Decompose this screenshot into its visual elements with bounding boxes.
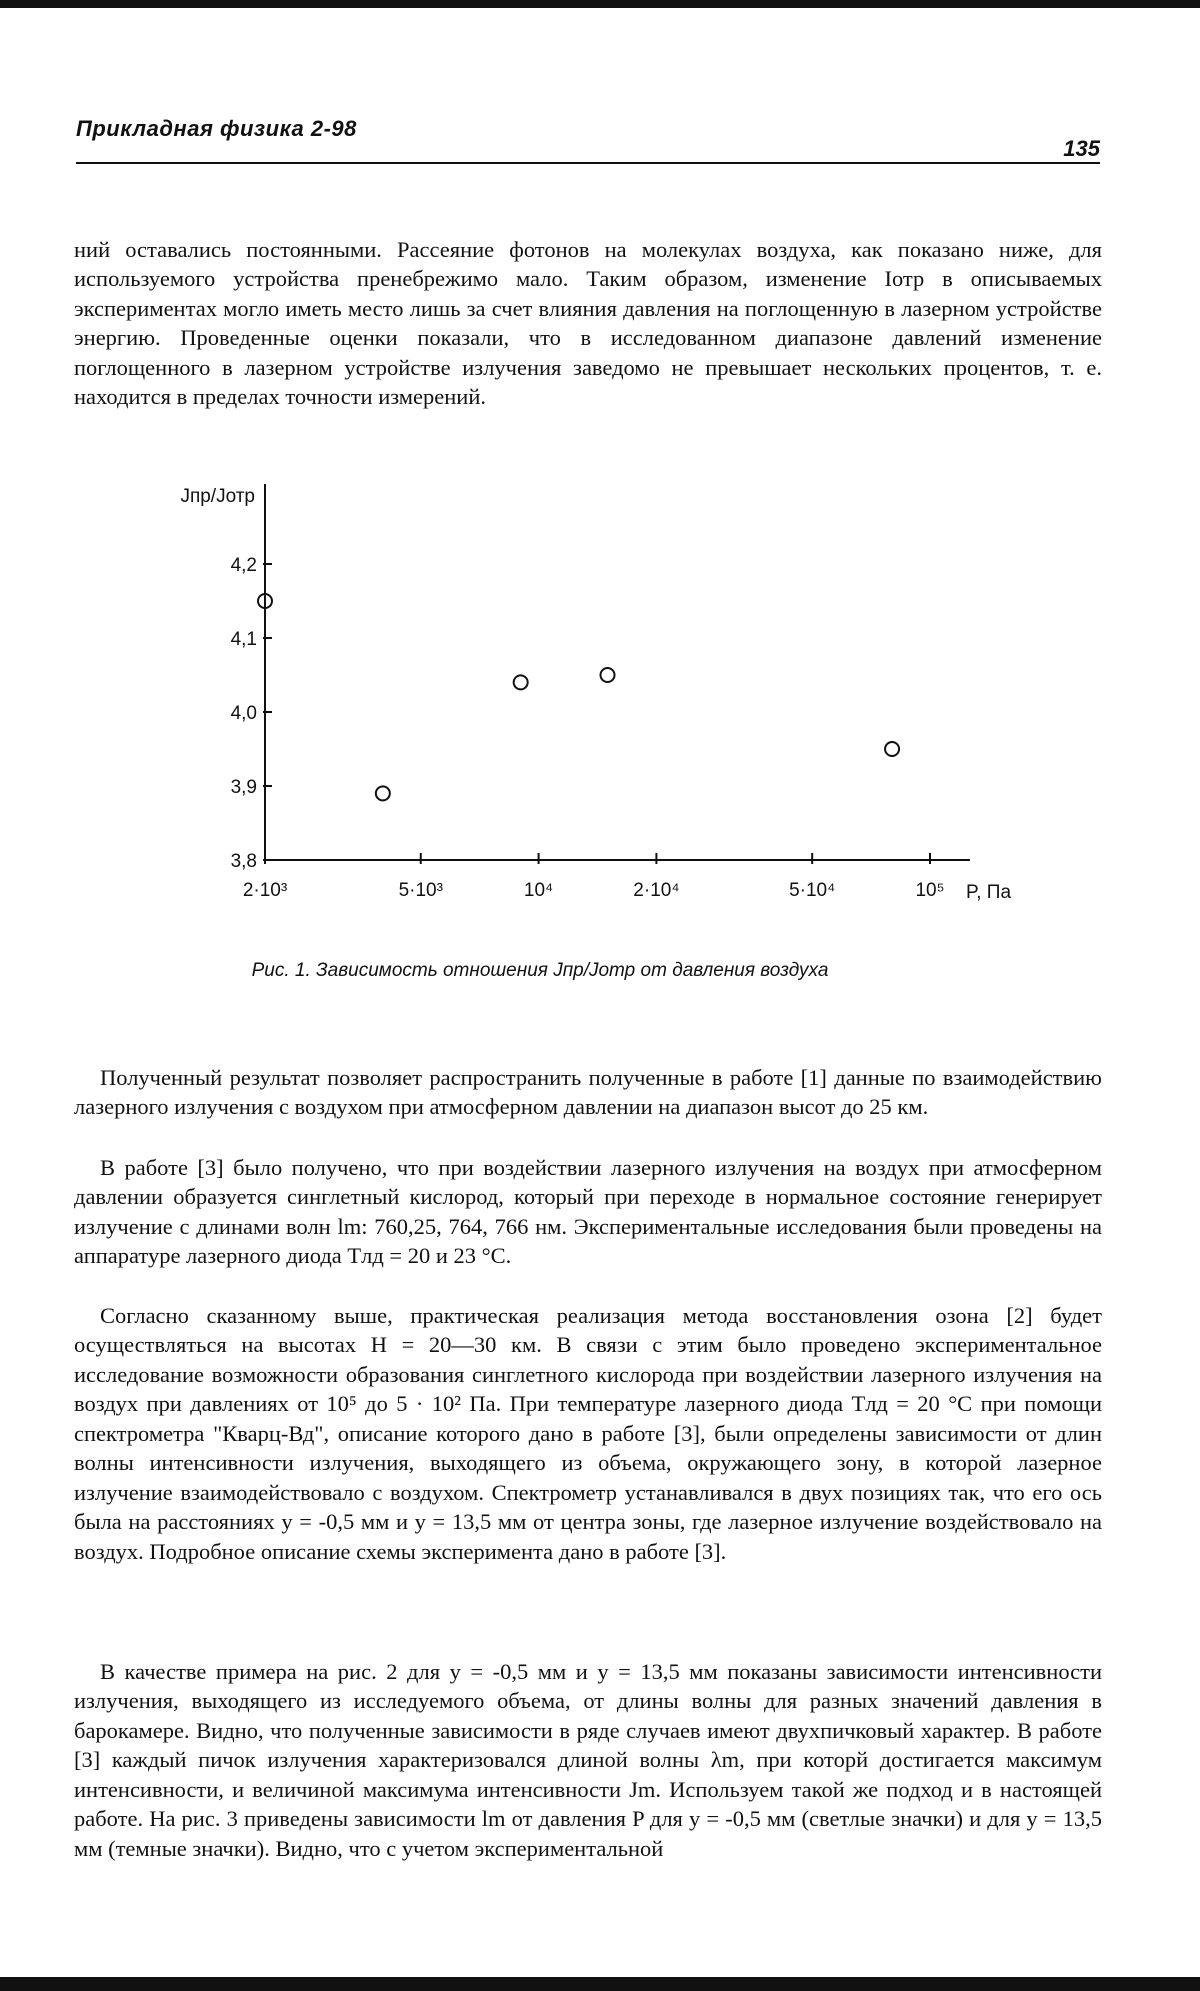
y-tick-label: 3,8 (230, 851, 257, 872)
paragraph: ний оставались постоянными. Рассеяние фотонов на молекулах воздуха, как показано ниже, для используемого устройства пренебрежимо мало. Таким образом, изменение Iотр в описываемых экспериментах могло иметь место лишь за счет влияния давления на поглощенную в лазерном устройстве энергию. Проведенные оценки показали, что в исследованном диапазоне давлений изменение поглощенного в лазерном устройстве излучения заведомо не превышает нескольких процентов, т. е. находится в пределах точности измерений. (74, 236, 1102, 409)
x-tick-label: 10⁴ (523, 880, 554, 901)
y-tick-label: 4,0 (230, 703, 257, 724)
paragraph: Полученный результат позволяет распространить полученные в работе [1] данные по взаимодействию лазерного излучения с воздухом при атмосферном давлении на диапазон высот до 25 км. (74, 1064, 1102, 1119)
x-tick-label: 5·10³ (398, 880, 443, 901)
x-tick-label: 2·10³ (242, 880, 288, 901)
pressure-ratio-chart (150, 470, 1050, 920)
data-point (376, 786, 390, 800)
journal-title: Прикладная физика 2-98 (76, 116, 357, 141)
x-axis-label: P, Па (966, 882, 1012, 903)
x-tick-label: 10⁵ (915, 880, 945, 901)
page-header (76, 112, 1100, 164)
data-point (885, 742, 899, 756)
bottom-border (0, 1977, 1200, 1991)
data-point (601, 668, 615, 682)
top-border (0, 0, 1200, 8)
paragraph: Согласно сказанному выше, практическая реализация метода восстановления озона [2] будет осуществляться на высотах H = 20—30 км. В связи с этим было проведено экспериментальное исследование возможности образования синглетного кислорода при воздействии лазерного излучения на воздух при давлениях от 10⁵ до 5 · 10² Па. При температуре лазерного диода Tлд = 20 °С при помощи спектрометра "Кварц-Вд", описание которого дано в работе [3], были определены зависимости от длин волны интенсивности излучения, выходящего из объема, окружающего зону, в которой лазерное излучение взаимодействовало с воздухом. Спектрометр устанавливался в двух позициях так, что его ось была на расстояниях y = -0,5 мм и y = 13,5 мм от центра зоны, где лазерное излучение воздействовало на воздух. Подробное описание схемы эксперимента дано в работе [3]. (74, 1302, 1102, 1564)
x-tick-label: 2·10⁴ (633, 880, 680, 901)
data-point (514, 675, 528, 689)
paragraph: В работе [3] было получено, что при воздействии лазерного излучения на воздух при атмосферном давлении образуется синглетный кислород, который при переходе в нормальное состояние генерирует излучение с длинами волн lm: 760,25, 764, 766 нм. Экспериментальные исследования были проведены на аппаратуре лазерного диода Tлд = 20 и 23 °С. (74, 1154, 1102, 1268)
page-number: 135 (1063, 136, 1100, 161)
y-tick-label: 4,2 (230, 555, 257, 576)
y-tick-label: 3,9 (230, 777, 257, 798)
x-tick-label: 5·10⁴ (789, 880, 836, 901)
paragraph: В качестве примера на рис. 2 для y = -0,5 мм и y = 13,5 мм показаны зависимости интенсивности излучения, выходящего из исследуемого объема, от длины волны для разных значений давления в барокамере. Видно, что полученные зависимости в ряде случаев имеют двухпичковый характер. В работе [3] каждый пичок излучения характеризовался длиной волны λm, при которй достигается максимум интенсивности, и величиной максимума интенсивности Jm. Используем такой же подход и в настоящей работе. На рис. 3 приведены зависимости lm от давления P для y = -0,5 мм (светлые значки) и для y = 13,5 мм (темные значки). Видно, что с учетом экспериментальной (74, 1658, 1102, 1861)
y-tick-label: 4,1 (230, 629, 257, 650)
figure-caption: Рис. 1. Зависимость отношения Jпр/Jотр от давления воздуха (251, 960, 829, 981)
y-axis-label: Jпр/Jотр (180, 486, 255, 507)
